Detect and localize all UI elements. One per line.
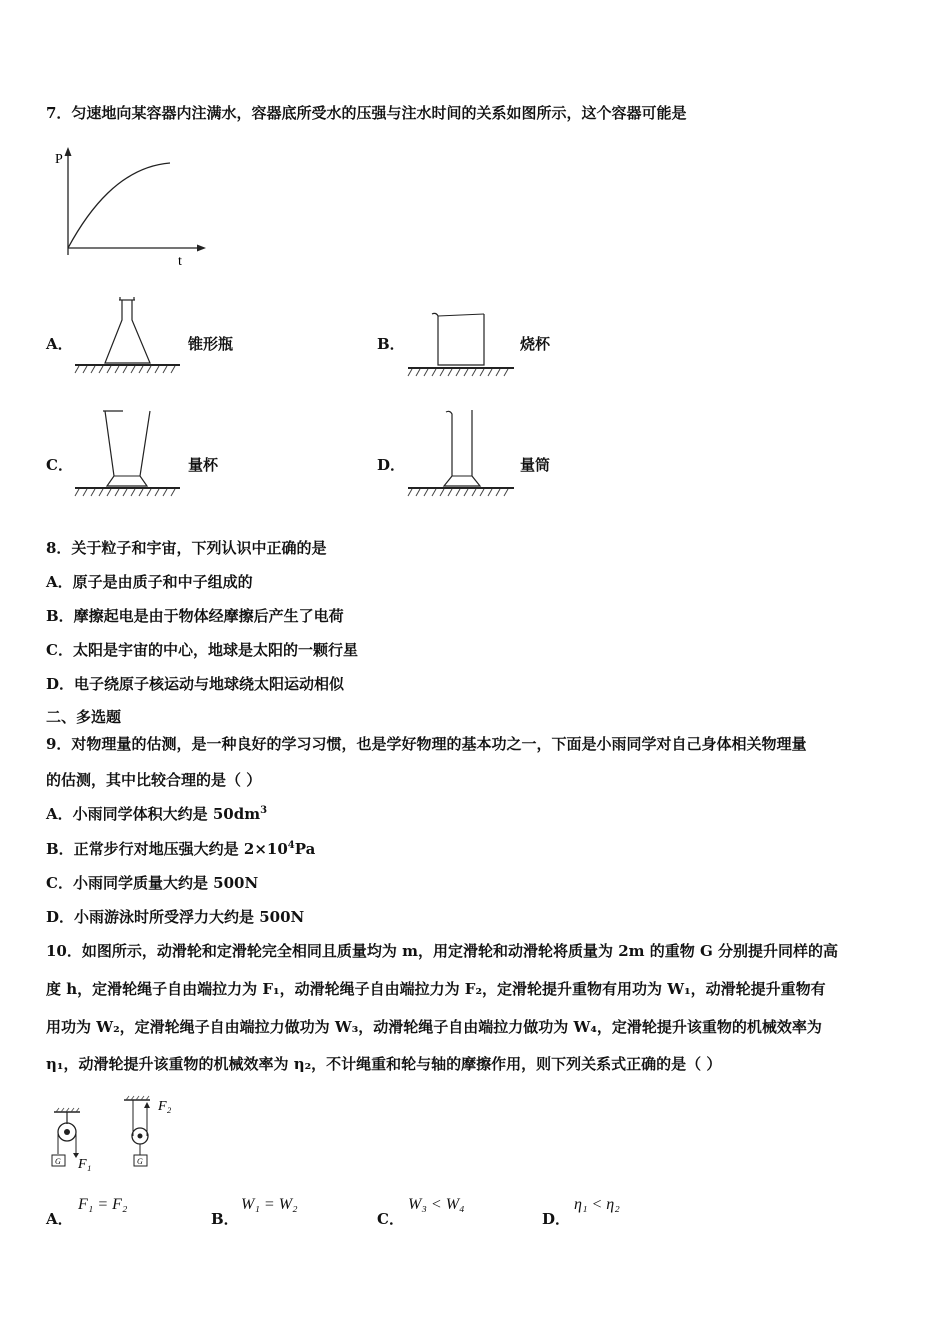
q10-line4: η₁，动滑轮提升该重物的机械效率为 η₂，不计绳重和轮与轴的摩擦作用，则下列关系式正确的是（ ） xyxy=(46,1055,722,1073)
conical-flask-icon xyxy=(75,295,185,380)
q10-option-c-label[interactable]: C． xyxy=(377,1210,404,1228)
section-title: 二、多选题 xyxy=(46,708,122,726)
beaker-icon xyxy=(408,308,518,380)
q8-option-a[interactable]: A．原子是由质子和中子组成的 xyxy=(46,573,253,591)
q8-option-d[interactable]: D．电子绕原子核运动与地球绕太阳运动相似 xyxy=(46,675,345,693)
graph-y-label: P xyxy=(55,152,63,167)
fixed-block-label: G xyxy=(55,1157,61,1166)
q7-option-c-name: 量杯 xyxy=(188,456,219,474)
q10-option-b-formula: W₁ = W₂ xyxy=(241,1196,298,1213)
q9-option-d[interactable]: D．小雨游泳时所受浮力大约是 500N xyxy=(46,908,305,926)
q8-stem: 8．关于粒子和宇宙，下列认识中正确的是 xyxy=(46,539,327,557)
q7-stem: 7．匀速地向某容器内注满水，容器底所受水的压强与注水时间的关系如图所示，这个容器可能是 xyxy=(46,104,687,122)
q9-option-b-sup: 4 xyxy=(287,840,295,851)
movable-block-label: G xyxy=(137,1157,143,1166)
measuring-cup-icon xyxy=(75,408,185,503)
q9-stem-line1: 9．对物理量的估测，是一种良好的学习习惯，也是学好物理的基本功之一，下面是小雨同学对自己身体相关物理量 xyxy=(46,735,807,753)
q10-option-a-label[interactable]: A． xyxy=(46,1210,73,1228)
pulley-figure xyxy=(40,1092,190,1177)
graduated-cylinder-icon xyxy=(408,408,518,503)
q9-stem-line2: 的估测，其中比较合理的是（ ） xyxy=(46,771,262,789)
q10-option-b-label[interactable]: B． xyxy=(211,1210,239,1228)
q10-line3: 用功为 W₂，定滑轮绳子自由端拉力做功为 W₃，动滑轮绳子自由端拉力做功为 W₄，定滑轮提升该重物的机械效率为 xyxy=(46,1018,822,1036)
q9-option-b-text: B．正常步行对地压强大约是 2×10 xyxy=(46,840,288,858)
pressure-time-graph xyxy=(40,145,220,270)
q7-option-d-label[interactable]: D． xyxy=(377,456,406,474)
q10-option-a-formula: F₁ = F₂ xyxy=(78,1196,128,1213)
q7-option-b-label[interactable]: B． xyxy=(377,335,405,353)
force1-label: F₁ xyxy=(78,1157,92,1172)
q9-option-a[interactable] xyxy=(46,803,267,824)
q10-option-d-formula: η₁ < η₂ xyxy=(574,1196,620,1213)
q7-option-b-name: 烧杯 xyxy=(520,335,551,353)
q9-option-c[interactable]: C．小雨同学质量大约是 500N xyxy=(46,874,259,892)
q9-option-a-text: A．小雨同学体积大约是 50dm xyxy=(46,805,261,823)
q10-option-c-formula: W₃ < W₄ xyxy=(408,1196,465,1213)
q10-line2: 度 h，定滑轮绳子自由端拉力为 F₁，动滑轮绳子自由端拉力为 F₂，定滑轮提升重物有用功为 W₁，动滑轮提升重物有 xyxy=(46,980,826,998)
q10-option-d-label[interactable]: D． xyxy=(542,1210,571,1228)
q7-option-a-label[interactable]: A． xyxy=(46,335,73,353)
q7-option-a-name: 锥形瓶 xyxy=(188,335,234,353)
q7-option-d-name: 量筒 xyxy=(520,456,551,474)
q9-option-b-unit: Pa xyxy=(294,840,316,858)
q8-option-b[interactable]: B．摩擦起电是由于物体经摩擦后产生了电荷 xyxy=(46,607,344,625)
graph-x-label: t xyxy=(178,254,182,269)
q9-option-a-sup: 3 xyxy=(260,805,268,816)
q9-option-b[interactable] xyxy=(46,838,315,859)
q7-option-c-label[interactable]: C． xyxy=(46,456,73,474)
q8-option-c[interactable]: C．太阳是宇宙的中心，地球是太阳的一颗行星 xyxy=(46,641,358,659)
q10-line1: 10．如图所示，动滑轮和定滑轮完全相同且质量均为 m，用定滑轮和动滑轮将质量为 2m 的重物 G 分别提升同样的高 xyxy=(46,942,838,960)
force2-label: F₂ xyxy=(158,1099,172,1114)
